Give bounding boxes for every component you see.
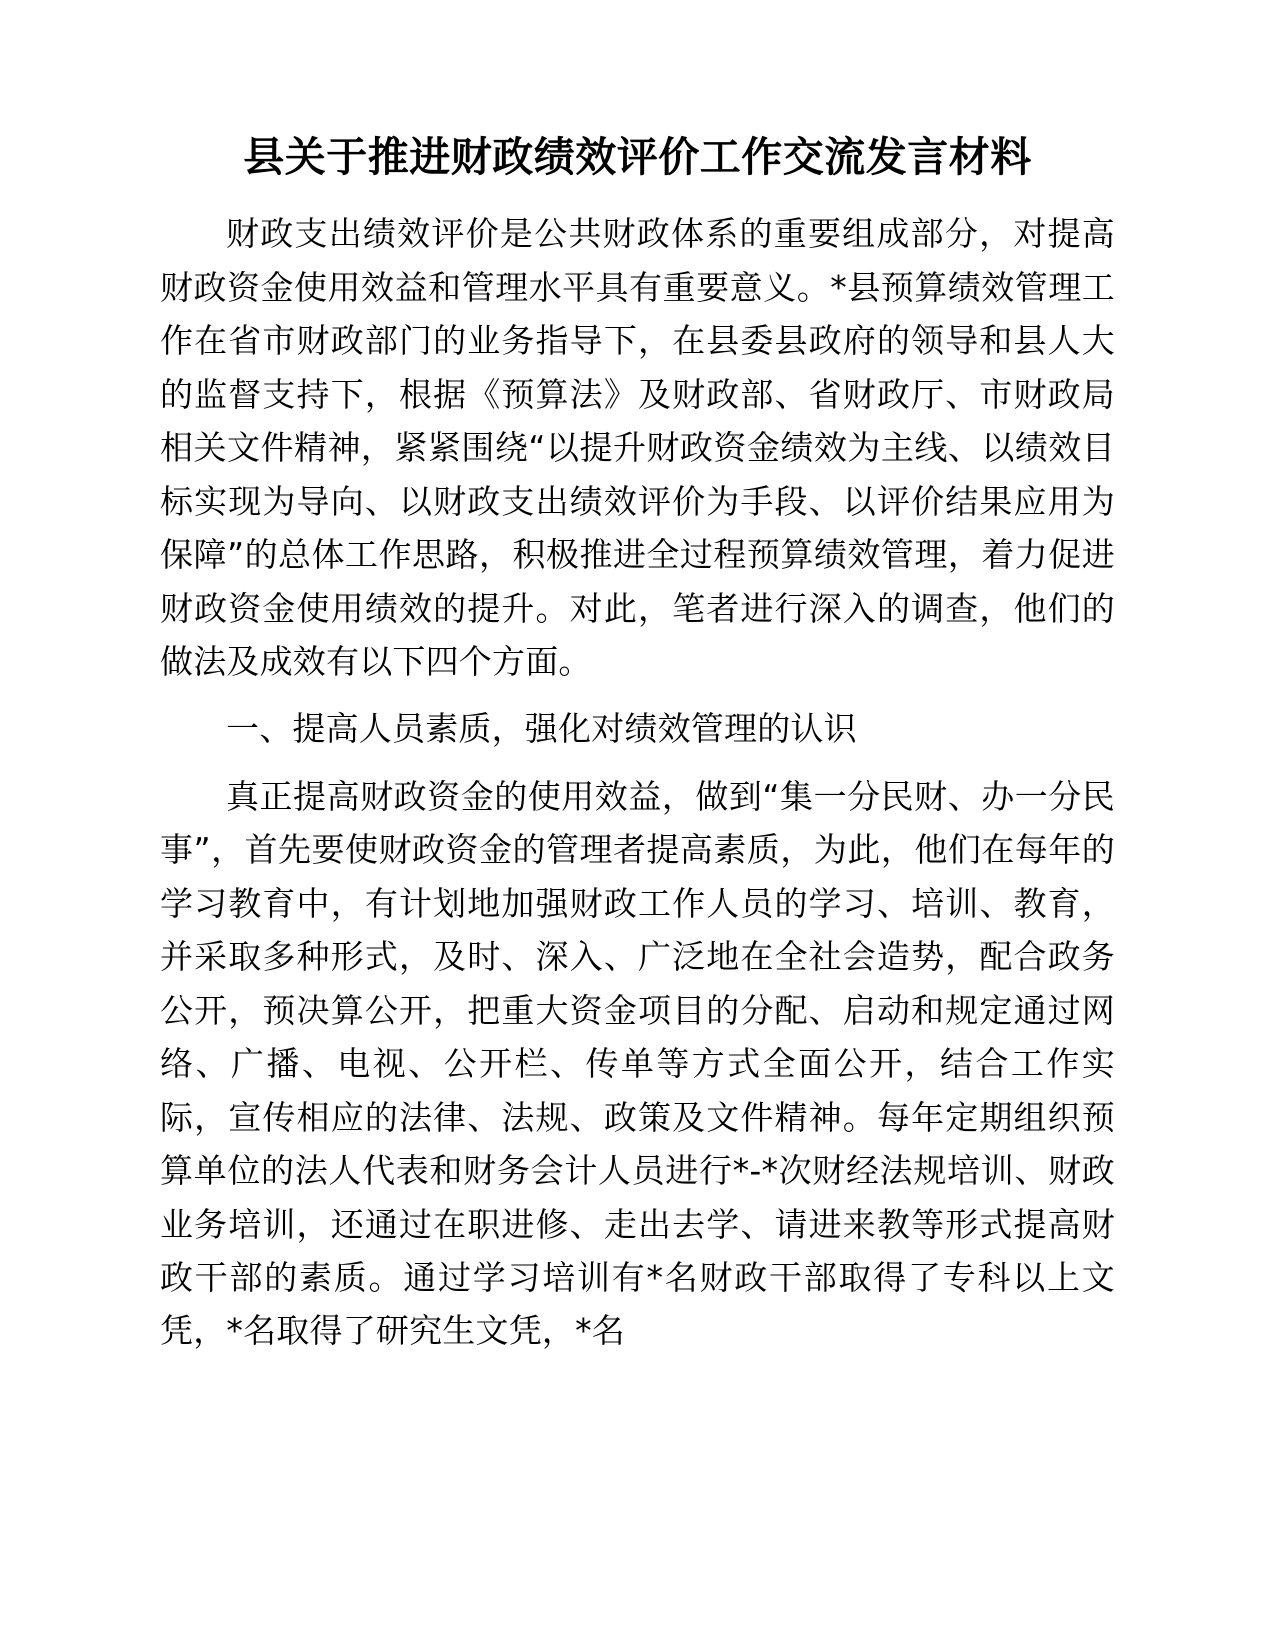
- section-heading-one: 一、提高人员素质，强化对绩效管理的认识: [226, 709, 857, 749]
- document-title: 县关于推进财政绩效评价工作交流发言材料: [243, 133, 1032, 181]
- body-paragraph: 真正提高财政资金的使用效益，做到“集一分民财、办一分民事”，首先要使财政资金的管理者提高素质，为此，他们在每年的学习教育中，有计划地加强财政工作人员的学习、培训、教育，并采取多种形式，及时、深入、广泛地在全社会造势，配合政务公开，预决算公开，把重大资金项目的分配、启动和规定通过网络、广播、电视、公开栏、传单等方式全面公开，结合工作实际，宣传相应的法律、法规、政策及文件精神。每年定期组织预算单位的法人代表和财务会计人员进行*-*次财经法规培训、财政业务培训，还通过在职进修、走出去学、请进来教等形式提高财政干部的素质。通过学习培训有*名财政干部取得了专科以上文凭，*名取得了研究生文凭，*名: [160, 776, 1115, 1351]
- body-paragraph: 财政支出绩效评价是公共财政体系的重要组成部分，对提高财政资金使用效益和管理水平具有重要意义。*县预算绩效管理工作在省市财政部门的业务指导下，在县委县政府的领导和县人大的监督支持下，根据《预算法》及财政部、省财政厅、市财政局相关文件精神，紧紧围绕“以提升财政资金绩效为主线、以绩效目标实现为导向、以财政支出绩效评价为手段、以评价结果应用为保障”的总体工作思路，积极推进全过程预算绩效管理，着力促进财政资金使用绩效的提升。对此，笔者进行深入的调查，他们的做法及成效有以下四个方面。: [160, 214, 1115, 681]
